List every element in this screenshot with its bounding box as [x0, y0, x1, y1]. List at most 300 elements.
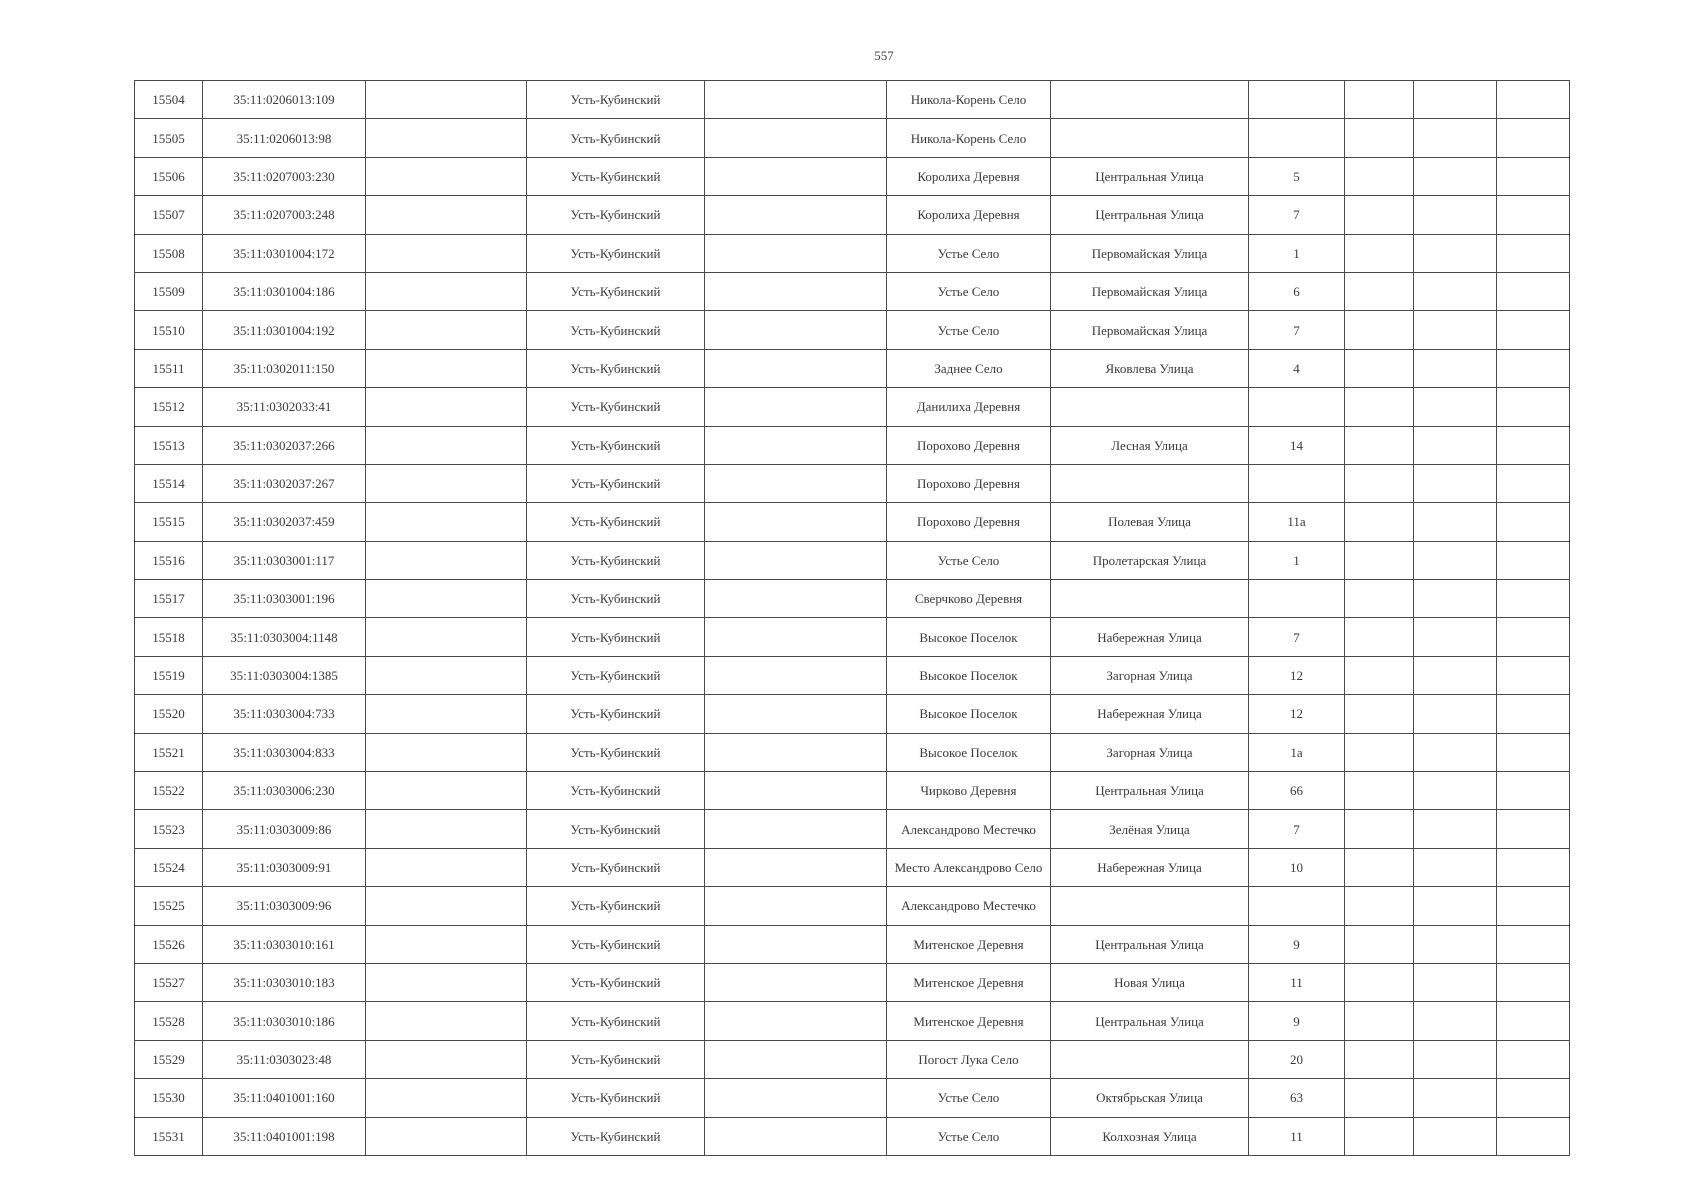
- cell-empty: [705, 311, 887, 349]
- cell-empty: [366, 541, 527, 579]
- cell-record-number: 15524: [135, 848, 203, 886]
- cell-empty: [1414, 157, 1497, 195]
- cell-house: 1а: [1249, 733, 1345, 771]
- cell-empty: [1414, 426, 1497, 464]
- table-row: [135, 580, 1570, 618]
- cell-empty: [1497, 541, 1570, 579]
- cell-house: 5: [1249, 157, 1345, 195]
- cell-empty: [366, 733, 527, 771]
- cell-locality: Место Александрово Село: [887, 848, 1051, 886]
- cell-empty: [366, 1079, 527, 1117]
- cell-empty: [366, 618, 527, 656]
- cell-empty: [1345, 272, 1414, 310]
- table-row: [135, 388, 1570, 426]
- cell-record-number: 15504: [135, 81, 203, 119]
- cell-cadastral-number: 35:11:0303004:1148: [203, 618, 366, 656]
- cell-house: 7: [1249, 618, 1345, 656]
- cell-locality: Никола-Корень Село: [887, 81, 1051, 119]
- cell-record-number: 15511: [135, 349, 203, 387]
- cell-record-number: 15530: [135, 1079, 203, 1117]
- cell-street: Загорная Улица: [1051, 656, 1249, 694]
- table-row: [135, 733, 1570, 771]
- cell-cadastral-number: 35:11:0401001:198: [203, 1117, 366, 1155]
- cell-empty: [1345, 733, 1414, 771]
- cell-locality: Высокое Поселок: [887, 618, 1051, 656]
- cell-locality: Устье Село: [887, 234, 1051, 272]
- cell-empty: [1414, 848, 1497, 886]
- cell-street: [1051, 464, 1249, 502]
- table-row: [135, 234, 1570, 272]
- cell-street: Загорная Улица: [1051, 733, 1249, 771]
- cell-house: 14: [1249, 426, 1345, 464]
- cell-empty: [1345, 925, 1414, 963]
- cell-empty: [1345, 887, 1414, 925]
- cell-district: Усть-Кубинский: [527, 234, 705, 272]
- cell-street: [1051, 580, 1249, 618]
- cell-street: Первомайская Улица: [1051, 272, 1249, 310]
- table-row: [135, 272, 1570, 310]
- cell-house: 11: [1249, 963, 1345, 1001]
- table-row: [135, 695, 1570, 733]
- cell-street: Пролетарская Улица: [1051, 541, 1249, 579]
- cell-district: Усть-Кубинский: [527, 388, 705, 426]
- table-body: [135, 81, 1570, 1156]
- table-row: [135, 618, 1570, 656]
- table-row: [135, 1002, 1570, 1040]
- cell-empty: [1345, 1040, 1414, 1078]
- cell-empty: [1497, 311, 1570, 349]
- table-row: [135, 810, 1570, 848]
- cell-empty: [705, 272, 887, 310]
- table-row: [135, 157, 1570, 195]
- cell-house: 7: [1249, 196, 1345, 234]
- cell-cadastral-number: 35:11:0303010:161: [203, 925, 366, 963]
- cell-empty: [1414, 272, 1497, 310]
- cell-district: Усть-Кубинский: [527, 503, 705, 541]
- cell-house: 1: [1249, 234, 1345, 272]
- cell-district: Усть-Кубинский: [527, 656, 705, 694]
- cell-record-number: 15520: [135, 695, 203, 733]
- cell-empty: [705, 157, 887, 195]
- cell-house: 1: [1249, 541, 1345, 579]
- cell-empty: [1497, 1117, 1570, 1155]
- page-number: 557: [874, 48, 894, 63]
- table-row: [135, 426, 1570, 464]
- cell-empty: [1414, 580, 1497, 618]
- cell-empty: [1345, 580, 1414, 618]
- cell-empty: [1345, 810, 1414, 848]
- cell-empty: [705, 1040, 887, 1078]
- cell-empty: [1497, 196, 1570, 234]
- cell-house: 10: [1249, 848, 1345, 886]
- cell-empty: [366, 81, 527, 119]
- cell-locality: Высокое Поселок: [887, 733, 1051, 771]
- cell-empty: [1497, 426, 1570, 464]
- cell-cadastral-number: 35:11:0302037:266: [203, 426, 366, 464]
- cell-empty: [366, 887, 527, 925]
- cell-house: [1249, 119, 1345, 157]
- cell-locality: Устье Село: [887, 1117, 1051, 1155]
- cell-empty: [1414, 234, 1497, 272]
- cell-empty: [1497, 580, 1570, 618]
- cell-cadastral-number: 35:11:0301004:172: [203, 234, 366, 272]
- cell-locality: Порохово Деревня: [887, 464, 1051, 502]
- cell-locality: Устье Село: [887, 1079, 1051, 1117]
- cell-empty: [1497, 1040, 1570, 1078]
- cell-empty: [705, 695, 887, 733]
- cell-district: Усть-Кубинский: [527, 695, 705, 733]
- cell-empty: [1497, 388, 1570, 426]
- cell-empty: [1414, 772, 1497, 810]
- cell-street: Яковлева Улица: [1051, 349, 1249, 387]
- cell-locality: Устье Село: [887, 541, 1051, 579]
- cell-empty: [705, 887, 887, 925]
- table-row: [135, 81, 1570, 119]
- cell-empty: [1497, 656, 1570, 694]
- cell-empty: [366, 349, 527, 387]
- cell-empty: [1497, 848, 1570, 886]
- cell-record-number: 15519: [135, 656, 203, 694]
- cell-empty: [1414, 810, 1497, 848]
- cell-district: Усть-Кубинский: [527, 580, 705, 618]
- cell-street: [1051, 81, 1249, 119]
- cell-empty: [366, 1117, 527, 1155]
- cell-locality: Данилиха Деревня: [887, 388, 1051, 426]
- cell-house: 66: [1249, 772, 1345, 810]
- cell-empty: [1497, 1002, 1570, 1040]
- cell-empty: [1414, 388, 1497, 426]
- cell-record-number: 15509: [135, 272, 203, 310]
- cell-empty: [1345, 349, 1414, 387]
- cell-locality: Заднее Село: [887, 349, 1051, 387]
- cell-house: [1249, 580, 1345, 618]
- cell-cadastral-number: 35:11:0401001:160: [203, 1079, 366, 1117]
- cell-empty: [1345, 618, 1414, 656]
- cell-locality: Митенское Деревня: [887, 963, 1051, 1001]
- cell-cadastral-number: 35:11:0302011:150: [203, 349, 366, 387]
- cell-street: Первомайская Улица: [1051, 311, 1249, 349]
- cell-empty: [1414, 733, 1497, 771]
- cell-empty: [1345, 772, 1414, 810]
- cell-empty: [366, 925, 527, 963]
- cell-district: Усть-Кубинский: [527, 1040, 705, 1078]
- cell-record-number: 15512: [135, 388, 203, 426]
- cell-cadastral-number: 35:11:0206013:109: [203, 81, 366, 119]
- cell-empty: [1497, 464, 1570, 502]
- cell-empty: [366, 503, 527, 541]
- table-row: [135, 772, 1570, 810]
- cell-locality: Королиха Деревня: [887, 157, 1051, 195]
- cell-house: 12: [1249, 695, 1345, 733]
- cell-cadastral-number: 35:11:0301004:186: [203, 272, 366, 310]
- cell-empty: [1414, 618, 1497, 656]
- cell-empty: [366, 464, 527, 502]
- cell-empty: [705, 1079, 887, 1117]
- cell-district: Усть-Кубинский: [527, 810, 705, 848]
- cell-street: Центральная Улица: [1051, 925, 1249, 963]
- cell-district: Усть-Кубинский: [527, 618, 705, 656]
- cell-cadastral-number: 35:11:0302033:41: [203, 388, 366, 426]
- cell-empty: [705, 196, 887, 234]
- cell-empty: [1497, 887, 1570, 925]
- cell-record-number: 15525: [135, 887, 203, 925]
- cell-empty: [1345, 196, 1414, 234]
- cell-street: Полевая Улица: [1051, 503, 1249, 541]
- cell-empty: [1345, 464, 1414, 502]
- cell-empty: [1497, 618, 1570, 656]
- cell-empty: [1345, 388, 1414, 426]
- cell-locality: Порохово Деревня: [887, 503, 1051, 541]
- cell-locality: Александрово Местечко: [887, 887, 1051, 925]
- cell-record-number: 15528: [135, 1002, 203, 1040]
- cell-district: Усть-Кубинский: [527, 887, 705, 925]
- cell-empty: [1414, 925, 1497, 963]
- cell-district: Усть-Кубинский: [527, 541, 705, 579]
- cell-cadastral-number: 35:11:0302037:459: [203, 503, 366, 541]
- cell-empty: [705, 848, 887, 886]
- cell-record-number: 15505: [135, 119, 203, 157]
- cell-locality: Погост Лука Село: [887, 1040, 1051, 1078]
- cell-street: Набережная Улица: [1051, 618, 1249, 656]
- cell-locality: Королиха Деревня: [887, 196, 1051, 234]
- cell-empty: [1345, 1117, 1414, 1155]
- cell-locality: Высокое Поселок: [887, 695, 1051, 733]
- cell-empty: [1345, 81, 1414, 119]
- cell-empty: [705, 1117, 887, 1155]
- cell-cadastral-number: 35:11:0303010:186: [203, 1002, 366, 1040]
- cell-record-number: 15510: [135, 311, 203, 349]
- cell-empty: [1414, 81, 1497, 119]
- cell-cadastral-number: 35:11:0303023:48: [203, 1040, 366, 1078]
- cell-empty: [1345, 656, 1414, 694]
- cell-locality: Александрово Местечко: [887, 810, 1051, 848]
- cell-empty: [366, 426, 527, 464]
- cell-house: [1249, 388, 1345, 426]
- cell-empty: [1345, 695, 1414, 733]
- cell-district: Усть-Кубинский: [527, 1002, 705, 1040]
- cell-cadastral-number: 35:11:0303004:1385: [203, 656, 366, 694]
- cell-empty: [1497, 695, 1570, 733]
- cell-district: Усть-Кубинский: [527, 311, 705, 349]
- cell-cadastral-number: 35:11:0207003:230: [203, 157, 366, 195]
- cell-empty: [705, 810, 887, 848]
- cell-street: Набережная Улица: [1051, 848, 1249, 886]
- cell-district: Усть-Кубинский: [527, 1117, 705, 1155]
- cell-empty: [705, 464, 887, 502]
- cell-locality: Митенское Деревня: [887, 1002, 1051, 1040]
- table-row: [135, 1117, 1570, 1155]
- cell-empty: [705, 388, 887, 426]
- cell-empty: [366, 848, 527, 886]
- cell-empty: [1414, 349, 1497, 387]
- cell-record-number: 15526: [135, 925, 203, 963]
- cell-record-number: 15507: [135, 196, 203, 234]
- cell-house: 11: [1249, 1117, 1345, 1155]
- cell-empty: [1414, 963, 1497, 1001]
- table-row: [135, 503, 1570, 541]
- cell-district: Усть-Кубинский: [527, 196, 705, 234]
- cell-record-number: 15515: [135, 503, 203, 541]
- cell-house: 9: [1249, 925, 1345, 963]
- cell-district: Усть-Кубинский: [527, 848, 705, 886]
- cell-street: [1051, 1040, 1249, 1078]
- cell-record-number: 15523: [135, 810, 203, 848]
- cell-district: Усть-Кубинский: [527, 733, 705, 771]
- cell-street: [1051, 119, 1249, 157]
- cell-empty: [1345, 1002, 1414, 1040]
- cell-locality: Сверчково Деревня: [887, 580, 1051, 618]
- cell-record-number: 15516: [135, 541, 203, 579]
- cell-street: Октябрьская Улица: [1051, 1079, 1249, 1117]
- cell-empty: [1345, 1079, 1414, 1117]
- cell-empty: [705, 503, 887, 541]
- cell-empty: [705, 772, 887, 810]
- cell-empty: [1497, 349, 1570, 387]
- cell-cadastral-number: 35:11:0207003:248: [203, 196, 366, 234]
- cell-district: Усть-Кубинский: [527, 963, 705, 1001]
- cell-record-number: 15506: [135, 157, 203, 195]
- cell-locality: Никола-Корень Село: [887, 119, 1051, 157]
- table-row: [135, 925, 1570, 963]
- cell-empty: [366, 580, 527, 618]
- cell-district: Усть-Кубинский: [527, 1079, 705, 1117]
- cell-empty: [366, 311, 527, 349]
- cell-street: Новая Улица: [1051, 963, 1249, 1001]
- cell-empty: [366, 1040, 527, 1078]
- cell-empty: [705, 234, 887, 272]
- cell-empty: [1497, 119, 1570, 157]
- cell-cadastral-number: 35:11:0301004:192: [203, 311, 366, 349]
- cell-house: [1249, 887, 1345, 925]
- cell-empty: [705, 349, 887, 387]
- cell-district: Усть-Кубинский: [527, 272, 705, 310]
- cell-empty: [1414, 1040, 1497, 1078]
- cell-locality: Высокое Поселок: [887, 656, 1051, 694]
- table-row: [135, 541, 1570, 579]
- cell-district: Усть-Кубинский: [527, 349, 705, 387]
- cell-record-number: 15521: [135, 733, 203, 771]
- table-row: [135, 1040, 1570, 1078]
- cell-house: 9: [1249, 1002, 1345, 1040]
- cell-empty: [366, 119, 527, 157]
- cell-empty: [1414, 464, 1497, 502]
- table-row: [135, 963, 1570, 1001]
- cell-empty: [1497, 272, 1570, 310]
- cell-locality: Чирково Деревня: [887, 772, 1051, 810]
- cell-district: Усть-Кубинский: [527, 464, 705, 502]
- cell-cadastral-number: 35:11:0303010:183: [203, 963, 366, 1001]
- table-row: [135, 311, 1570, 349]
- cell-empty: [366, 656, 527, 694]
- cell-empty: [1345, 503, 1414, 541]
- cell-empty: [705, 426, 887, 464]
- cell-house: 11а: [1249, 503, 1345, 541]
- cell-street: Центральная Улица: [1051, 1002, 1249, 1040]
- cell-empty: [366, 695, 527, 733]
- cell-empty: [1345, 234, 1414, 272]
- cell-empty: [1345, 157, 1414, 195]
- cell-cadastral-number: 35:11:0303009:86: [203, 810, 366, 848]
- cell-street: Набережная Улица: [1051, 695, 1249, 733]
- cell-locality: Устье Село: [887, 311, 1051, 349]
- cell-empty: [1345, 311, 1414, 349]
- registry-table: [134, 80, 1570, 1156]
- table-row: [135, 349, 1570, 387]
- cell-empty: [1345, 848, 1414, 886]
- cell-street: Лесная Улица: [1051, 426, 1249, 464]
- cell-empty: [1414, 1079, 1497, 1117]
- cell-empty: [1497, 733, 1570, 771]
- cell-cadastral-number: 35:11:0303009:96: [203, 887, 366, 925]
- cell-empty: [705, 119, 887, 157]
- cell-empty: [1414, 1117, 1497, 1155]
- cell-empty: [1497, 157, 1570, 195]
- cell-empty: [366, 234, 527, 272]
- cell-district: Усть-Кубинский: [527, 81, 705, 119]
- table-row: [135, 848, 1570, 886]
- cell-empty: [705, 656, 887, 694]
- cell-record-number: 15513: [135, 426, 203, 464]
- cell-cadastral-number: 35:11:0302037:267: [203, 464, 366, 502]
- cell-empty: [366, 810, 527, 848]
- cell-empty: [705, 925, 887, 963]
- table-row: [135, 119, 1570, 157]
- cell-empty: [1497, 234, 1570, 272]
- cell-locality: Порохово Деревня: [887, 426, 1051, 464]
- cell-record-number: 15522: [135, 772, 203, 810]
- cell-street: Центральная Улица: [1051, 772, 1249, 810]
- cell-empty: [705, 963, 887, 1001]
- cell-house: 6: [1249, 272, 1345, 310]
- table-row: [135, 464, 1570, 502]
- cell-district: Усть-Кубинский: [527, 772, 705, 810]
- cell-empty: [705, 81, 887, 119]
- cell-cadastral-number: 35:11:0303009:91: [203, 848, 366, 886]
- cell-cadastral-number: 35:11:0303004:833: [203, 733, 366, 771]
- cell-empty: [1497, 503, 1570, 541]
- cell-record-number: 15517: [135, 580, 203, 618]
- cell-empty: [1497, 81, 1570, 119]
- cell-house: 20: [1249, 1040, 1345, 1078]
- cell-empty: [1497, 1079, 1570, 1117]
- cell-record-number: 15518: [135, 618, 203, 656]
- cell-empty: [1414, 311, 1497, 349]
- cell-empty: [1345, 119, 1414, 157]
- cell-empty: [1414, 656, 1497, 694]
- cell-district: Усть-Кубинский: [527, 119, 705, 157]
- cell-street: Центральная Улица: [1051, 196, 1249, 234]
- cell-house: 4: [1249, 349, 1345, 387]
- cell-district: Усть-Кубинский: [527, 157, 705, 195]
- cell-locality: Митенское Деревня: [887, 925, 1051, 963]
- cell-empty: [1414, 541, 1497, 579]
- cell-street: Зелёная Улица: [1051, 810, 1249, 848]
- cell-street: Центральная Улица: [1051, 157, 1249, 195]
- cell-empty: [705, 541, 887, 579]
- cell-record-number: 15529: [135, 1040, 203, 1078]
- cell-empty: [1414, 887, 1497, 925]
- table-row: [135, 887, 1570, 925]
- cell-cadastral-number: 35:11:0303004:733: [203, 695, 366, 733]
- cell-empty: [1345, 426, 1414, 464]
- cell-empty: [1414, 1002, 1497, 1040]
- cell-house: [1249, 81, 1345, 119]
- cell-record-number: 15531: [135, 1117, 203, 1155]
- cell-cadastral-number: 35:11:0303001:196: [203, 580, 366, 618]
- cell-street: [1051, 388, 1249, 426]
- cell-empty: [1414, 119, 1497, 157]
- cell-empty: [705, 1002, 887, 1040]
